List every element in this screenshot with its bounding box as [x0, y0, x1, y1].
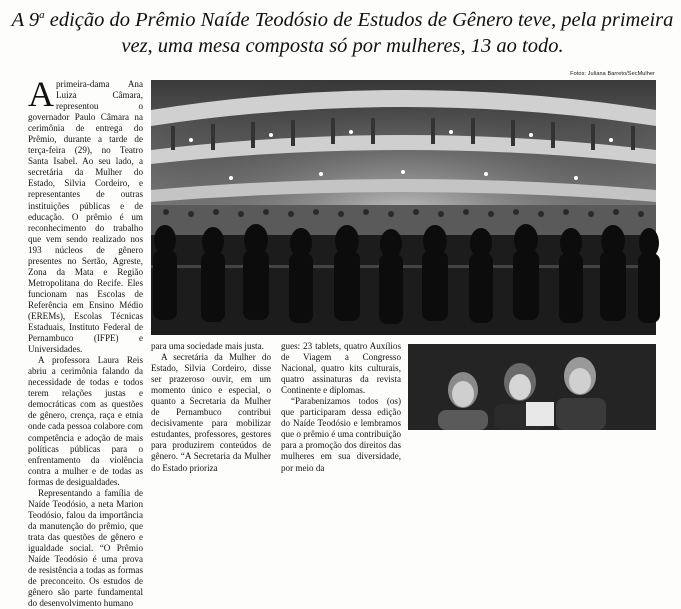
award-photo-illustration — [408, 344, 656, 430]
paragraph-5: A secretária da Mulher do Estado, Silvia Cordeiro, disse ser prazeroso ouvir, em um momento único e especial, o quanto a Secretaria da Mulher de Pernambuco contribui decisivamente para mobilizar estudantes, professores, gestores para produzirem conteúdos de gênero. “A Secretaria da Mulher do Estado prioriza — [151, 352, 271, 473]
paragraph-3: Representando a família de Naíde Teodósio, a neta Marion Teodósio, falou da importância da manutenção do prêmio, que trata das questões de gênero e igualdade social. “O Prêmio Naíde Teodósio é uma prova de resistência a todas as formas de preconceito. Os estudos de gênero são parte fundamental do desenvolvimento humano — [28, 487, 143, 609]
headline-superscript: a — [39, 9, 45, 21]
photo-credit: Fotos: Juliana Barreto/SecMulher — [570, 71, 655, 77]
paragraph-6: gues: 23 tablets, quatro Auxílios de Viagem a Congresso Nacional, quatro kits culturais, quatro assinaturas da revista Continente e diplomas. — [281, 341, 401, 396]
theater-photo-illustration — [151, 80, 656, 335]
article-column-middle-1 — [151, 341, 271, 473]
paragraph-1: Aprimeira-dama Ana Luiza Câmara, representou o governador Paulo Câmara na cerimônia de entrega do Prêmio, durante a tarde de terça-feira (29), no Teatro Santa Isabel. Ao seu lado, a secretária da Mulher do Estado, Silvia Cordeiro, e representantes de outras instituições públicas e de educação. O prêmio é um reconhecimento do trabalho que vem sendo realizado nos 193 núcleos de gênero presentes no Sertão, Agreste, Zona da Mata e Região Metropolitana do Recife. Eles funcionam nas Escolas de Referência em Ensino Médio (EREMs), Escolas Técnicas Estaduais, Instituto Federal de Pernambuco (IFPE) e Universidades. — [28, 74, 143, 355]
theater-stage-photo — [151, 80, 656, 335]
drop-cap: A — [28, 74, 54, 114]
paragraph-7: “Parabenizamos todos (os) que participaram dessa edição do Naíde Teodósio e lembramos que o prêmio é uma contribuição para a promoção dos direitos das mulheres em sua diversidade, por meio da — [281, 396, 401, 473]
article-column-middle-2 — [281, 341, 401, 473]
article-column-left — [28, 74, 143, 609]
paragraph-4: para uma sociedade mais justa. — [151, 341, 264, 351]
award-winners-photo — [408, 344, 656, 430]
paragraph-2: A professora Laura Reis abriu a cerimônia falando da necessidade de todas e todos terem relações justas e democráticas com as questões de gênero, crença, raça e etnia onde cada pessoa colabore com competência e adoção de mais políticas públicas para o enfrentamento da violência contra a mulher e de todas as formas de desigualdades. — [28, 355, 143, 487]
headline: A 9$^a$ edição do Prêmio Naíde Teodósio de Estudos de Gênero teve, pela primeira vez, uma mesa composta só por mulheres, 13 ao todo. — [11, 8, 674, 57]
